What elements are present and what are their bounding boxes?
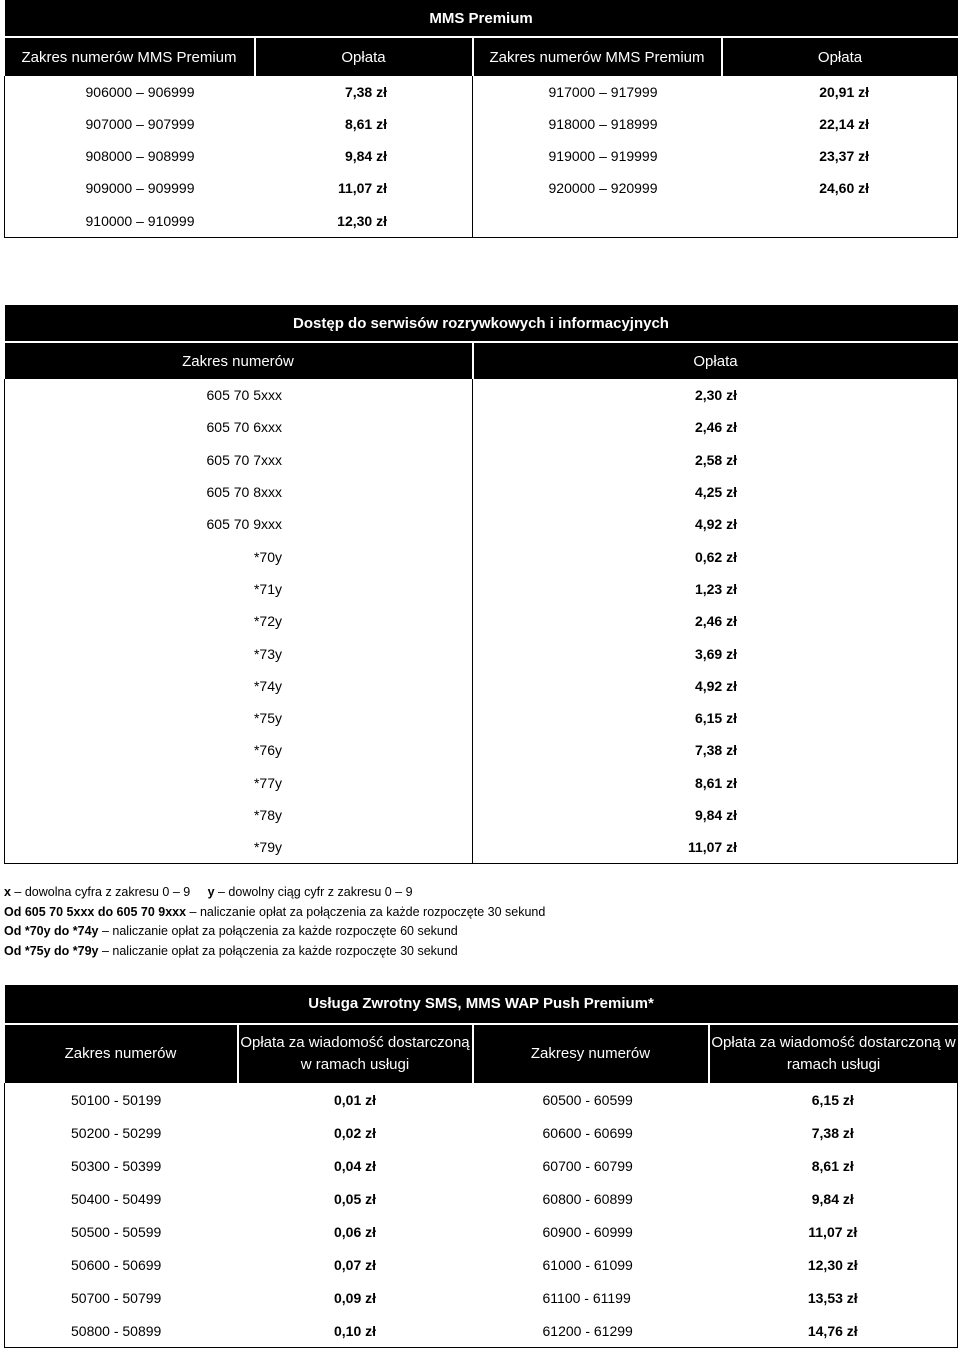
table-cell: *74y — [5, 670, 473, 702]
note-x-text: – dowolna cyfra z zakresu 0 – 9 — [10, 885, 208, 899]
table-cell: *76y — [5, 734, 473, 766]
table-cell: *78y — [5, 799, 473, 831]
entertainment-title: Dostęp do serwisów rozrywkowych i informacyjnych — [5, 305, 958, 342]
table-cell: 9,84 zł — [473, 799, 958, 831]
table-cell: 60500 - 60599 — [542, 1091, 633, 1108]
table-cell: 9,84 zł — [255, 140, 473, 172]
return-sms-table — [4, 985, 958, 1348]
table-cell: 4,25 zł — [473, 476, 958, 508]
table-row — [5, 204, 958, 238]
table-cell: *77y — [5, 767, 473, 799]
table-cell: 605 70 7xxx — [5, 444, 473, 476]
table-row — [5, 1182, 958, 1215]
table-cell: 7,38 zł — [255, 76, 473, 108]
legend-notes — [4, 883, 545, 961]
table-cell: 7,38 zł — [709, 1116, 958, 1149]
table-cell: 0,02 zł — [333, 1124, 377, 1141]
table-cell: 60800 - 60899 — [542, 1190, 633, 1207]
table-cell: 605 70 6xxx — [5, 411, 473, 443]
table-cell: 908000 – 908999 — [5, 140, 255, 172]
table-cell: 50700 - 50799 — [5, 1281, 238, 1314]
table-cell: 50800 - 50899 — [5, 1314, 238, 1348]
table-row — [5, 702, 958, 734]
table-cell: 13,53 zł — [709, 1281, 958, 1314]
header-number-range: Zakres numerów — [5, 342, 473, 379]
table-row — [5, 1314, 958, 1348]
table-cell: 605 70 9xxx — [5, 508, 473, 540]
table-row — [5, 1149, 958, 1182]
header-number-ranges: Zakresy numerów — [473, 1024, 709, 1083]
table-cell: 61200 - 61299 — [473, 1314, 709, 1348]
return-sms-title: Usługa Zwrotny SMS, MMS WAP Push Premium* — [5, 985, 958, 1024]
table-cell: 9,84 zł — [709, 1182, 958, 1215]
table-cell: 8,61 zł — [473, 767, 958, 799]
table-cell: 23,37 zł — [722, 140, 958, 172]
note-line-2 — [4, 903, 545, 923]
table-cell: 1,23 zł — [473, 573, 958, 605]
header-fee-2: Opłata — [722, 37, 958, 76]
note-y-symbol: y — [207, 885, 215, 899]
table-cell: 2,30 zł — [473, 379, 958, 411]
table-cell: 12,30 zł — [255, 204, 473, 238]
table-cell: 11,07 zł — [473, 831, 958, 864]
table-cell — [722, 204, 958, 238]
table-cell: 11,07 zł — [709, 1215, 958, 1248]
table-cell: *75y — [5, 702, 473, 734]
note-range-text: – naliczanie opłat za połączenia za każde rozpoczęte 30 sekund — [98, 943, 458, 958]
table-row — [5, 1083, 958, 1116]
note-line-3 — [4, 922, 545, 942]
note-range-label: Od *75y do *79y — [4, 943, 99, 958]
table-cell: 6,15 zł — [473, 702, 958, 734]
table-cell: 0,62 zł — [473, 540, 958, 572]
table-cell: 50200 - 50299 — [5, 1116, 238, 1149]
table-cell: 605 70 5xxx — [5, 379, 473, 411]
note-line-4 — [4, 942, 545, 962]
table-cell: 0,10 zł — [238, 1314, 473, 1348]
table-cell: 11,07 zł — [255, 172, 473, 204]
table-row — [5, 508, 958, 540]
table-row — [5, 573, 958, 605]
table-cell: 7,38 zł — [473, 734, 958, 766]
table-row — [5, 411, 958, 443]
table-cell: 60700 - 60799 — [542, 1157, 633, 1174]
table-cell: 2,46 zł — [473, 605, 958, 637]
table-cell: 60900 - 60999 — [542, 1223, 633, 1240]
table-cell: 3,69 zł — [473, 637, 958, 669]
table-row — [5, 767, 958, 799]
table-row — [5, 108, 958, 140]
table-cell: 918000 – 918999 — [548, 116, 658, 132]
mms-premium-table — [4, 0, 958, 238]
header-fee-1: Opłata — [255, 37, 473, 76]
table-cell: 605 70 8xxx — [5, 476, 473, 508]
table-cell: *71y — [5, 573, 473, 605]
table-cell: *72y — [5, 605, 473, 637]
table-cell: 0,07 zł — [333, 1256, 377, 1273]
table-cell: 0,06 zł — [333, 1223, 377, 1240]
header-fee: Opłata — [473, 342, 958, 379]
table-cell: 8,61 zł — [255, 108, 473, 140]
table-cell: 0,04 zł — [333, 1157, 377, 1174]
table-cell: 917000 – 917999 — [548, 84, 658, 100]
table-row — [5, 172, 958, 204]
table-row — [5, 1116, 958, 1149]
table-cell: 2,46 zł — [473, 411, 958, 443]
note-x-symbol: x — [4, 885, 11, 899]
table-row — [5, 540, 958, 572]
table-row — [5, 76, 958, 108]
table-cell: 0,05 zł — [333, 1190, 377, 1207]
table-cell: 909000 – 909999 — [5, 172, 255, 204]
table-cell: 0,01 zł — [333, 1091, 377, 1108]
table-cell: 20,91 zł — [722, 76, 958, 108]
table-cell: 50500 - 50599 — [5, 1215, 238, 1248]
header-message-fee: Opłata za wiadomość dostarczoną w ramach usługi — [238, 1024, 473, 1083]
table-row — [5, 637, 958, 669]
table-cell: *70y — [5, 540, 473, 572]
table-cell: 910000 – 910999 — [5, 204, 255, 238]
table-row — [5, 379, 958, 411]
header-number-range: Zakres numerów — [5, 1024, 238, 1083]
table-cell — [473, 204, 722, 238]
table-cell: 906000 – 906999 — [5, 76, 255, 108]
note-line-1 — [4, 883, 545, 903]
table-row — [5, 670, 958, 702]
table-cell: 907000 – 907999 — [5, 108, 255, 140]
entertainment-services-table — [4, 305, 958, 864]
table-cell: 60600 - 60699 — [542, 1124, 633, 1141]
note-range-label: Od *70y do *74y — [4, 924, 99, 938]
table-cell: 8,61 zł — [709, 1149, 958, 1182]
table-cell: 2,58 zł — [473, 444, 958, 476]
table-row — [5, 140, 958, 172]
table-cell: 14,76 zł — [709, 1314, 958, 1348]
table-cell: 6,15 zł — [709, 1083, 958, 1116]
table-row — [5, 444, 958, 476]
table-cell: 61000 - 61099 — [542, 1256, 633, 1273]
table-cell: *73y — [5, 637, 473, 669]
note-y-text: – dowolny ciąg cyfr z zakresu 0 – 9 — [214, 885, 413, 899]
table-row — [5, 734, 958, 766]
table-cell: 24,60 zł — [722, 172, 958, 204]
table-row — [5, 1248, 958, 1281]
table-cell: 0,09 zł — [333, 1289, 377, 1306]
mms-premium-title: MMS Premium — [5, 0, 958, 37]
table-cell: 12,30 zł — [709, 1248, 958, 1281]
header-range-2: Zakres numerów MMS Premium — [473, 37, 722, 76]
table-cell: 50400 - 50499 — [5, 1182, 238, 1215]
table-cell: 50100 - 50199 — [5, 1083, 238, 1116]
note-range-text: – naliczanie opłat za połączenia za każde rozpoczęte 60 sekund — [98, 924, 458, 938]
table-row — [5, 831, 958, 864]
table-cell: 920000 – 920999 — [548, 180, 658, 196]
table-cell: 919000 – 919999 — [548, 148, 658, 164]
table-cell: 22,14 zł — [722, 108, 958, 140]
table-cell: *79y — [5, 831, 473, 864]
note-range-text: – naliczanie opłat za połączenia za każde rozpoczęte 30 sekund — [186, 904, 546, 919]
table-row — [5, 476, 958, 508]
table-row — [5, 799, 958, 831]
table-row — [5, 605, 958, 637]
note-range-label: Od 605 70 5xxx do 605 70 9xxx — [4, 904, 187, 919]
table-cell: 61100 - 61199 — [542, 1289, 631, 1306]
table-row — [5, 1215, 958, 1248]
table-cell: 50600 - 50699 — [5, 1248, 238, 1281]
header-message-fee: Opłata za wiadomość dostarczoną w ramach usługi — [709, 1024, 958, 1083]
header-range-1: Zakres numerów MMS Premium — [5, 37, 255, 76]
table-cell: 4,92 zł — [473, 670, 958, 702]
table-cell: 4,92 zł — [473, 508, 958, 540]
table-row — [5, 1281, 958, 1314]
table-cell: 50300 - 50399 — [5, 1149, 238, 1182]
